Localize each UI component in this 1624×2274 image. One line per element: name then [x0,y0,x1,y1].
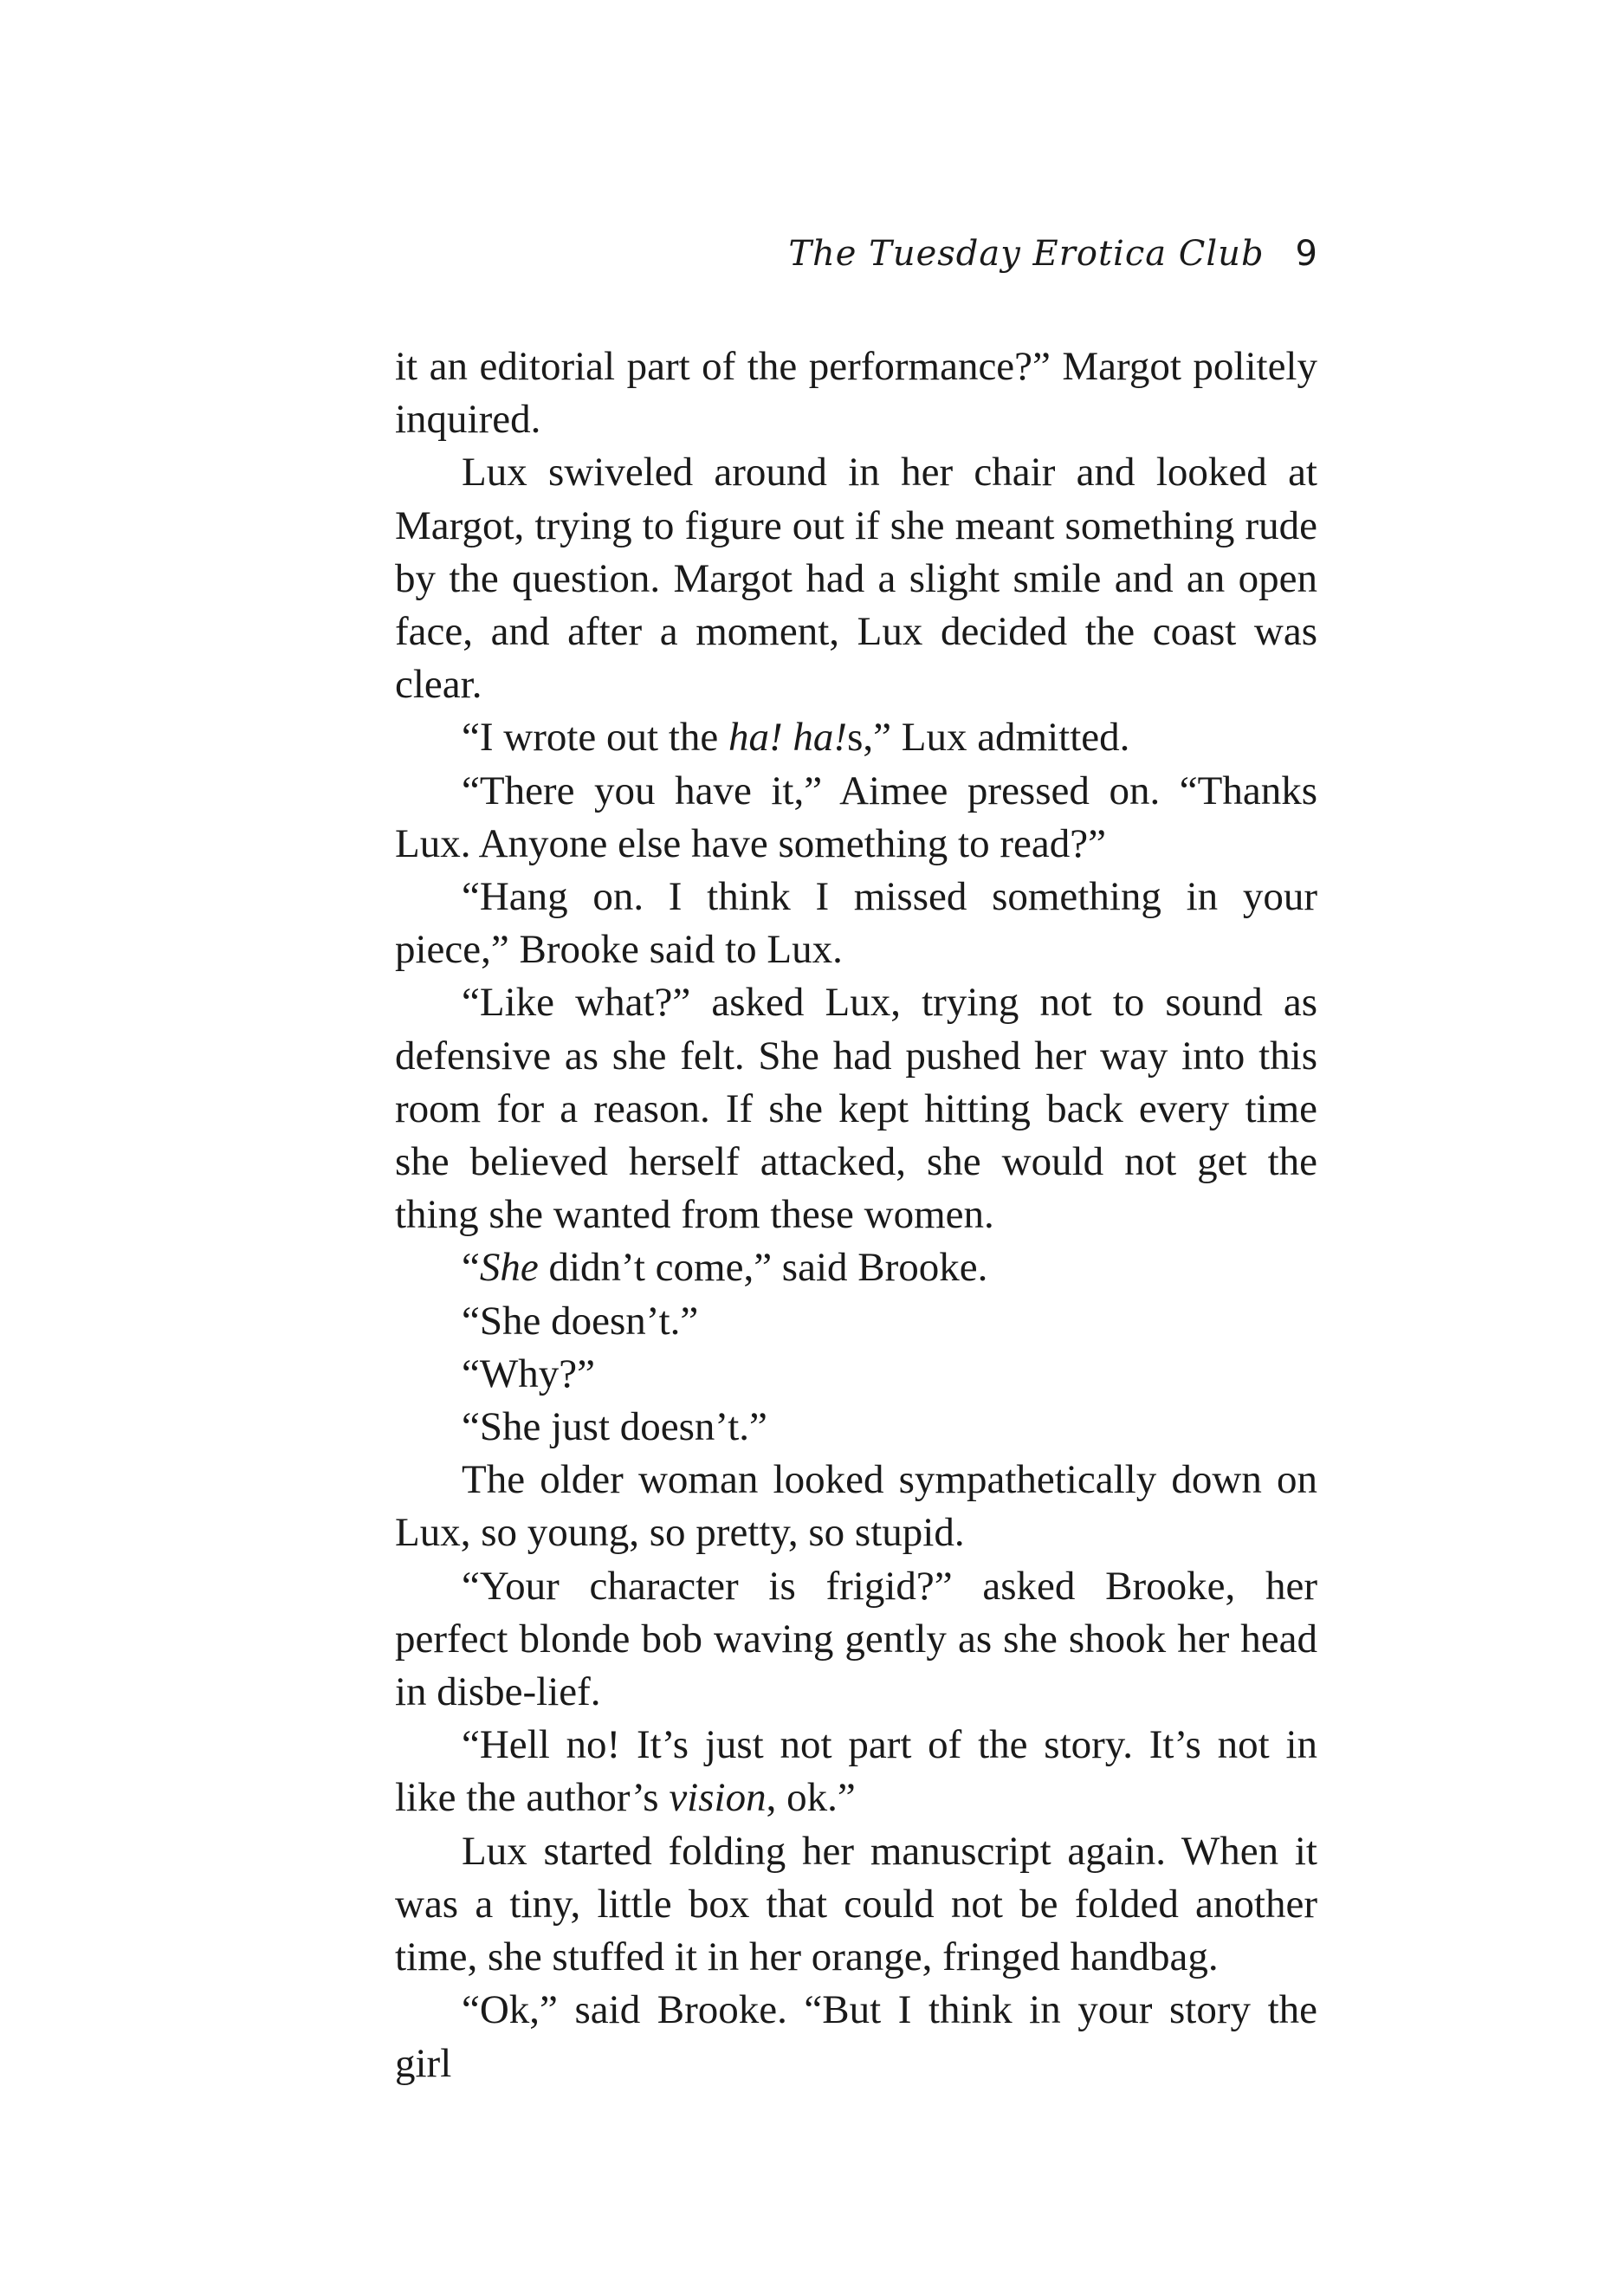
paragraph: Lux swiveled around in her chair and looked at Margot, trying to figure out if she meant something rude by the question. Margot had a slight smile and an open face, and after a moment, Lux decided the coast was clear. [395,450,1317,708]
italic-text: She [479,1245,539,1291]
italic-text: vision [669,1775,767,1821]
text-run: “Hell no! It’s just not part of the story. It’s not in like the author’s [395,1722,1317,1821]
italic-text: ha! ha! [728,715,848,761]
text-run: “I wrote out the [462,715,729,761]
paragraph: “Why?” [462,1351,595,1396]
paragraph [395,1719,1317,1824]
text-run: “ [462,1245,480,1291]
paragraph: “There you have it,” Aimee pressed on. “Thanks Lux. Anyone else have something to read?” [395,768,1317,866]
paragraph [395,711,1317,764]
paragraph: “Like what?” asked Lux, trying not to sound as defensive as she felt. She had pushed her way into this room for a reason. If she kept hitting back every time she believed herself attacked, she would not get the thing she wanted from these women. [395,980,1317,1238]
paragraph: Lux started folding her manuscript again. When it was a tiny, little box that could not be folded another time, she stuffed it in her orange, fringed handbag. [395,1828,1317,1980]
paragraph: “Hang on. I think I missed something in your piece,” Brooke said to Lux. [395,874,1317,973]
paragraph: it an editorial part of the performance?” Margot politely inquired. [395,344,1317,443]
text-run: , ok.” [766,1775,856,1821]
paragraph: “She just doesn’t.” [462,1404,767,1450]
paragraph: “Your character is frigid?” asked Brooke, her perfect blonde bob waving gently as she shook her head in disbe-lief. [395,1563,1317,1715]
paragraph: “She doesn’t.” [462,1298,699,1344]
paragraph [395,1241,1317,1294]
paragraph: The older woman looked sympathetically down on Lux, so young, so pretty, so stupid. [395,1457,1317,1556]
text-run: s,” Lux admitted. [847,715,1130,761]
paragraph: “Ok,” said Brooke. “But I think in your story the girl [395,1987,1317,2086]
page-number: 9 [1295,234,1317,274]
running-head [395,234,1317,303]
text-run: didn’t come,” said Brooke. [538,1245,988,1291]
body-text [395,340,1317,2090]
book-title: The Tuesday Erotica Club [788,234,1265,274]
